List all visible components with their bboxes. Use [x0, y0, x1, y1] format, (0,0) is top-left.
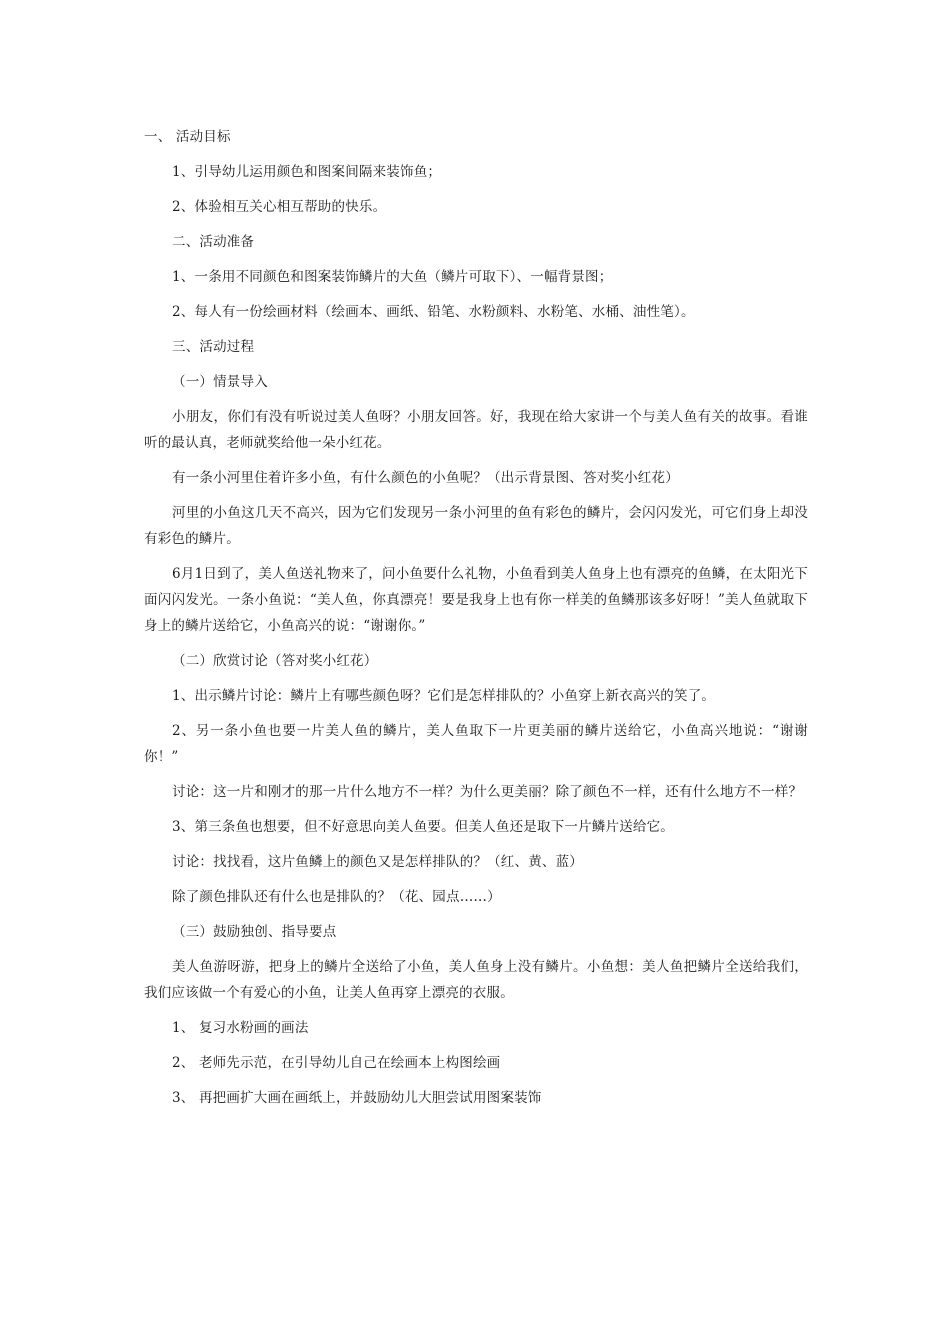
subsection-heading-discussion: （二）欣赏讨论（答对奖小红花） — [172, 653, 378, 669]
section-heading-preparation: 二、活动准备 — [172, 234, 255, 250]
document-body — [144, 124, 808, 1120]
paragraph: 除了颜色排队还有什么也是排队的？（花、园点……） — [172, 889, 501, 905]
paragraph: 美人鱼游呀游，把身上的鳞片全送给了小鱼，美人鱼身上没有鳞片。小鱼想：美人鱼把鳞片全送给我们，我们应该做一个有爱心的小鱼，让美人鱼再穿上漂亮的衣服。 — [144, 959, 808, 1001]
paragraph: 1、引导幼儿运用颜色和图案间隔来装饰鱼； — [172, 164, 442, 180]
section-heading-goals: 一、 活动目标 — [144, 129, 231, 145]
paragraph: 6月1日到了，美人鱼送礼物来了，问小鱼要什么礼物，小鱼看到美人鱼身上也有漂亮的鱼鳞，在太阳光下面闪闪发光。一条小鱼说：“美人鱼，你真漂亮！要是我身上也有你一样美的鱼鳞那该多好呀！”美人鱼就取下身上的鳞片送给它，小鱼高兴的说：“谢谢你。” — [144, 566, 808, 634]
paragraph: 2、 老师先示范，在引导幼儿自己在绘画本上构图绘画 — [172, 1055, 501, 1071]
paragraph: 讨论：这一片和刚才的那一片什么地方不一样？为什么更美丽？除了颜色不一样，还有什么地方不一样？ — [172, 784, 803, 800]
paragraph: 2、每人有一份绘画材料（绘画本、画纸、铅笔、水粉颜料、水粉笔、水桶、油性笔）。 — [172, 304, 695, 320]
paragraph: 1、 复习水粉画的画法 — [172, 1020, 309, 1036]
paragraph: 2、另一条小鱼也要一片美人鱼的鳞片，美人鱼取下一片更美丽的鳞片送给它，小鱼高兴地说：“谢谢你！” — [144, 723, 808, 765]
paragraph: 河里的小鱼这几天不高兴，因为它们发现另一条小河里的鱼有彩色的鳞片，会闪闪发光，可它们身上却没有彩色的鳞片。 — [144, 505, 808, 547]
paragraph: 小朋友，你们有没有听说过美人鱼呀？小朋友回答。好，我现在给大家讲一个与美人鱼有关的故事。看谁听的最认真，老师就奖给他一朵小红花。 — [144, 409, 808, 451]
subsection-heading-creation: （三）鼓励独创、指导要点 — [172, 924, 337, 940]
subsection-heading-intro: （一）情景导入 — [172, 374, 268, 390]
paragraph: 3、第三条鱼也想要，但不好意思向美人鱼要。但美人鱼还是取下一片鳞片送给它。 — [172, 819, 674, 835]
paragraph: 1、一条用不同颜色和图案装饰鳞片的大鱼（鳞片可取下）、一幅背景图； — [172, 269, 613, 285]
paragraph: 3、 再把画扩大画在画纸上，并鼓励幼儿大胆尝试用图案装饰 — [172, 1090, 542, 1106]
paragraph: 有一条小河里住着许多小鱼，有什么颜色的小鱼呢？（出示背景图、答对奖小红花） — [172, 470, 679, 486]
paragraph: 1、出示鳞片讨论：鳞片上有哪些颜色呀？它们是怎样排队的？小鱼穿上新衣高兴的笑了。 — [172, 688, 716, 704]
section-heading-process: 三、活动过程 — [172, 339, 255, 355]
paragraph: 讨论：找找看，这片鱼鳞上的颜色又是怎样排队的？（红、黄、蓝） — [172, 854, 583, 870]
paragraph: 2、体验相互关心相互帮助的快乐。 — [172, 199, 387, 215]
